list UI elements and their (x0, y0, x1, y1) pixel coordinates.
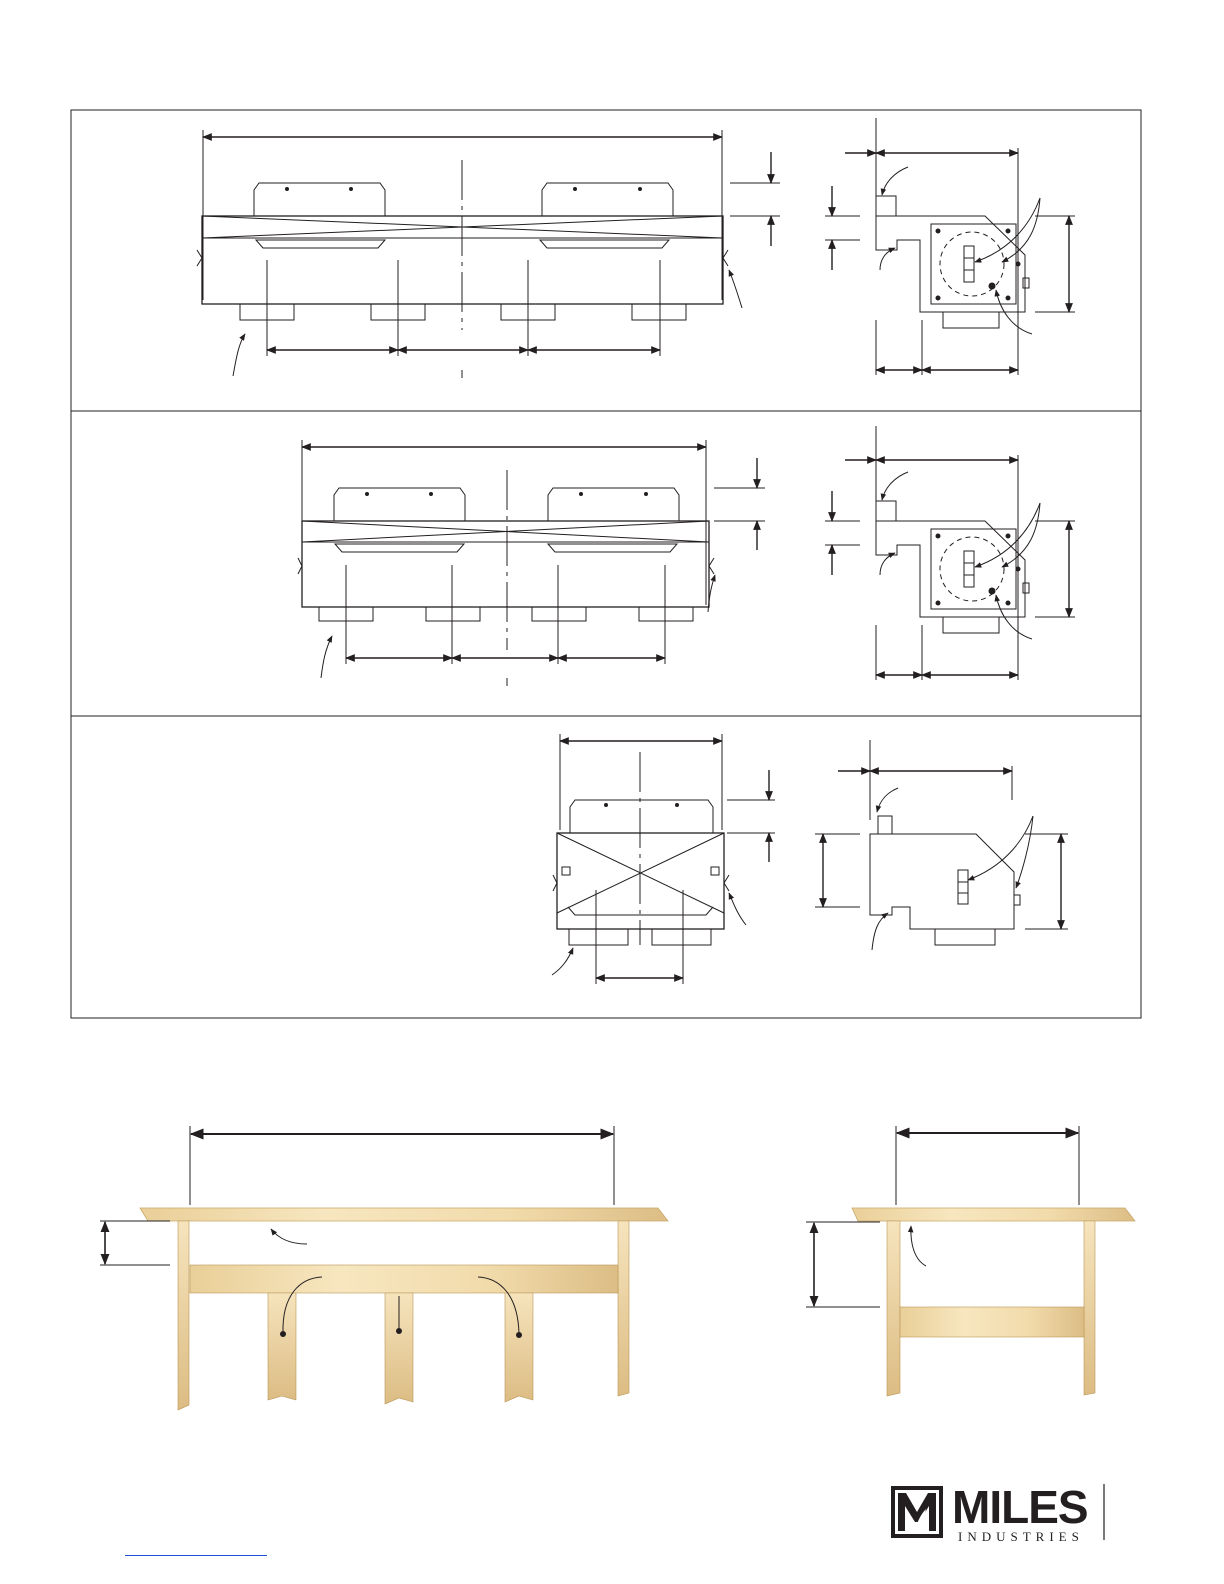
framing-side-view (806, 1126, 1135, 1396)
support-1 (268, 1293, 296, 1400)
side-stud-right (1084, 1221, 1095, 1395)
footer-link-underline[interactable] (125, 1555, 267, 1556)
panel2-side-view (825, 426, 1075, 680)
stud-right (618, 1221, 629, 1396)
panel2-front-view (298, 440, 765, 686)
panel1-side-view (825, 118, 1075, 375)
brand-wordmark: MILES (952, 1481, 1088, 1533)
side-stud-left (887, 1221, 900, 1396)
panel3-front-view (552, 734, 775, 984)
framing-front-view (100, 1126, 668, 1410)
panel3-side-view (815, 740, 1068, 950)
stud-left (178, 1221, 189, 1410)
top-plate-side (852, 1208, 1135, 1221)
brand-subtitle: INDUSTRIES (958, 1529, 1084, 1544)
panel1-front-view (197, 130, 780, 378)
side-crossbar (900, 1307, 1084, 1337)
lintel-front (190, 1265, 618, 1293)
support-3 (505, 1293, 533, 1402)
top-plate-front (140, 1208, 668, 1221)
outer-frame (71, 110, 1141, 1018)
